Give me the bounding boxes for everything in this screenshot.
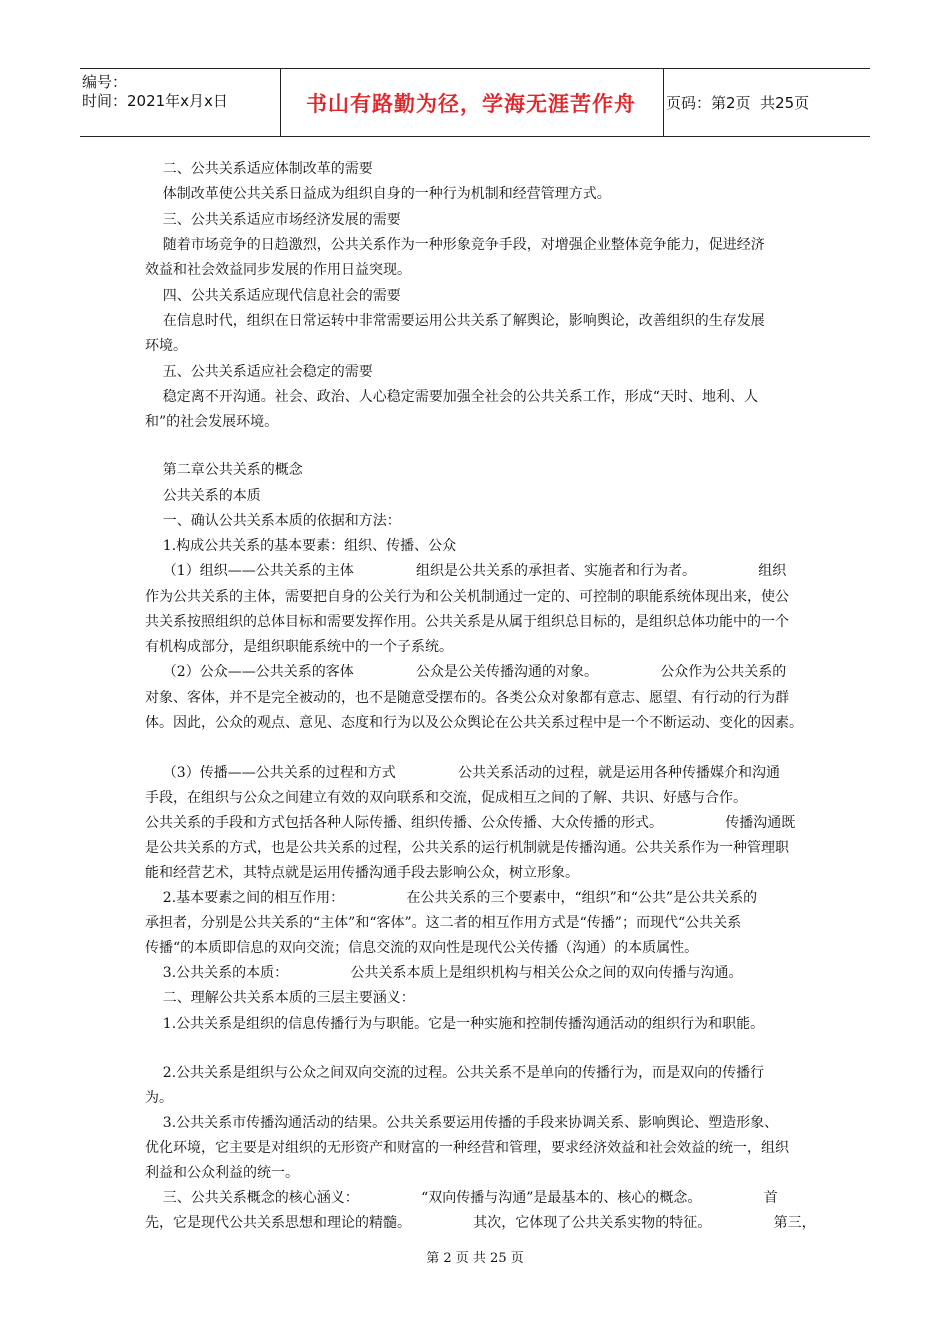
- text-line: 稳定离不开沟通。社会、政治、人心稳定需要加强全社会的公共关系工作，形成“天时、地利、人: [145, 389, 758, 405]
- text-line: （2）公众——公共关系的客体 公众是公关传播沟通的对象。 公众作为公共关系的: [145, 664, 787, 680]
- page-footer: 第 2 页 共 25 页: [426, 1251, 524, 1266]
- text-line: 3.公共关系市传播沟通活动的结果。公共关系要运用传播的手段来协调关系、影响舆论、塑造形象、: [145, 1115, 779, 1131]
- text-line: 2.基本要素之间的相互作用： 在公共关系的三个要素中，“组织”和“公共”是公共关系的: [145, 890, 758, 906]
- document-time-label: 时间：2021年x月x日: [82, 92, 228, 110]
- text-line: 在信息时代，组织在日常运转中非常需要运用公共关系了解舆论，影响舆论，改善组织的生存发展: [145, 313, 765, 329]
- text-line: 1.构成公共关系的基本要素：组织、传播、公众: [145, 538, 457, 554]
- text-line: 二、公共关系适应体制改革的需要: [145, 161, 373, 177]
- text-line: 三、公共关系适应市场经济发展的需要: [145, 212, 401, 228]
- text-line: 一、确认公共关系本质的依据和方法：: [145, 513, 401, 529]
- text-line: 效益和社会效益同步发展的作用日益突现。: [145, 262, 411, 278]
- text-line: 1.公共关系是组织的信息传播行为与职能。它是一种实施和控制传播沟通活动的组织行为和职能。: [145, 1016, 765, 1032]
- text-line: 能和经营艺术，其特点就是运用传播沟通手段去影响公众，树立形象。: [145, 865, 579, 881]
- text-line: 承担者，分别是公共关系的“主体”和“客体”。这二者的相互作用方式是“传播”；而现代“公共关系: [145, 915, 742, 931]
- header-page-cell: [664, 69, 870, 136]
- text-line: 五、公共关系适应社会稳定的需要: [145, 364, 373, 380]
- text-line: 有机构成部分，是组织职能系统中的一个子系统。: [145, 639, 453, 655]
- text-line: 为。: [145, 1090, 173, 1106]
- text-line: 公共关系的手段和方式包括各种人际传播、组织传播、公众传播、大众传播的形式。 传播沟通既: [145, 815, 796, 831]
- text-line: 共关系按照组织的总体目标和需要发挥作用。公共关系是从属于组织总目标的，是组织总体功能中的一个: [145, 614, 789, 630]
- text-line: 三、公共关系概念的核心涵义： “双向传播与沟通”是最基本的、核心的概念。 首: [145, 1190, 778, 1206]
- page-header: [80, 68, 870, 137]
- text-line: （3）传播——公共关系的过程和方式 公共关系活动的过程，就是运用各种传播媒介和沟通: [145, 765, 781, 781]
- text-line: 2.公共关系是组织与公众之间双向交流的过程。公共关系不是单向的传播行为，而是双向的传播行: [145, 1065, 765, 1081]
- document-number-label: 编号：: [82, 73, 128, 91]
- text-line: 环境。: [145, 338, 187, 354]
- text-line: （1）组织——公共关系的主体 组织是公共关系的承担者、实施者和行为者。 组织: [145, 563, 787, 579]
- text-line: 作为公共关系的主体，需要把自身的公关行为和公关机制通过一定的、可控制的职能系统体现出来，使公: [145, 589, 789, 605]
- chapter-heading: 第二章公共关系的概念: [145, 462, 303, 478]
- header-page-label: 页码：第2页 共25页: [666, 94, 810, 112]
- text-line: 传播“的本质即信息的双向交流；信息交流的双向性是现代公关传播（沟通）的本质属性。: [145, 940, 699, 956]
- text-line: 四、公共关系适应现代信息社会的需要: [145, 288, 401, 304]
- header-info-cell: [80, 69, 281, 136]
- text-line: 优化环境，它主要是对组织的无形资产和财富的一种经营和管理，要求经济效益和社会效益的统一，组织: [145, 1140, 789, 1156]
- text-line: 和”的社会发展环境。: [145, 414, 279, 430]
- text-line: 是公共关系的方式，也是公共关系的过程，公共关系的运行机制就是传播沟通。公共关系作为一种管理职: [145, 840, 789, 856]
- text-line: 对象、客体，并不是完全被动的，也不是随意受摆布的。各类公众对象都有意志、愿望、有行动的行为群: [145, 690, 789, 706]
- text-line: 3.公共关系的本质： 公共关系本质上是组织机构与相关公众之间的双向传播与沟通。: [145, 965, 743, 981]
- text-line: 随着市场竞争的日趋激烈，公共关系作为一种形象竞争手段，对增强企业整体竞争能力，促进经济: [145, 237, 765, 253]
- text-line: 体。因此，公众的观点、意见、态度和行为以及公众舆论在公共关系过程中是一个不断运动、变化的因素。: [145, 715, 803, 731]
- section-heading: 公共关系的本质: [145, 488, 261, 504]
- text-line: 先，它是现代公共关系思想和理论的精髓。 其次，它体现了公共关系实物的特征。 第三，: [145, 1215, 816, 1231]
- text-line: 体制改革使公共关系日益成为组织自身的一种行为机制和经营管理方式。: [145, 186, 611, 202]
- text-line: 二、理解公共关系本质的三层主要涵义：: [145, 990, 415, 1006]
- header-motto: 书山有路勤为径，学海无涯苦作舟: [279, 69, 664, 136]
- text-line: 利益和公众利益的统一。: [145, 1165, 299, 1181]
- text-line: 手段，在组织与公众之间建立有效的双向联系和交流，促成相互之间的了解、共识、好感与合作。: [145, 790, 747, 806]
